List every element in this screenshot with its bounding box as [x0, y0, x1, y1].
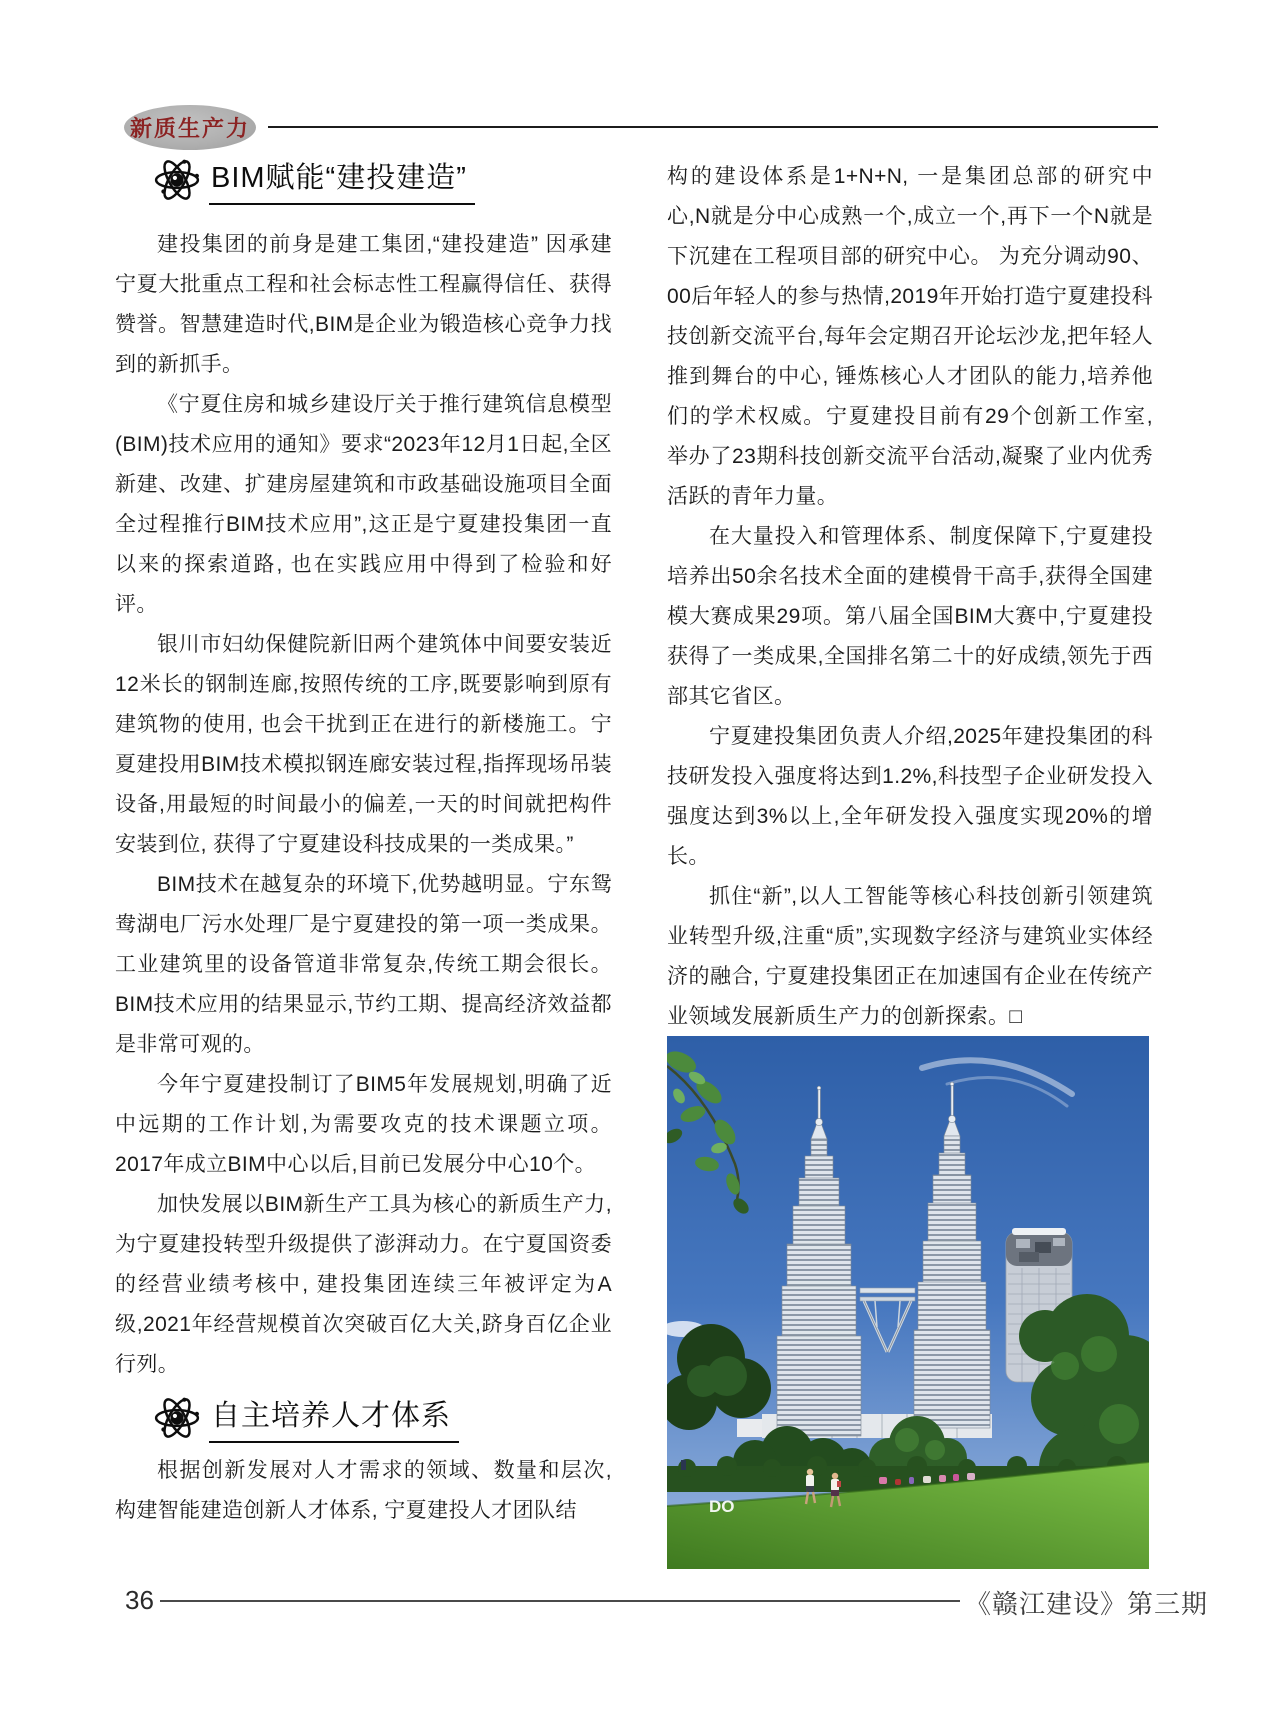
- paragraph: 在大量投入和管理体系、制度保障下,宁夏建投培养出50余名技术全面的建模骨干高手,获得全国建模大赛成果29项。第八届全国BIM大赛中,宁夏建投获得了一类成果,全国排名第二十的好成绩,领先于西部其它省区。: [667, 525, 1153, 708]
- page-number: 36: [125, 1585, 154, 1615]
- paragraph: 构的建设体系是1+N+N, 一是集团总部的研究中心,N就是分中心成熟一个,成立一个,再下一个N就是下沉建在工程项目部的研究中心。 为充分调动90、00后年轻人的参与热情,2019年开始打造宁夏建投科技创新交流平台,每年会定期召开论坛沙龙,把年轻人推到舞台的中心, 锤炼核心人才团队的能力,培养他们的学术权威。宁夏建投目前有29个创新工作室, 举办了23期科技创新交流平台活动,凝聚了业内优秀活跃的青年力量。: [667, 165, 1153, 508]
- column-badge: [124, 105, 256, 150]
- paragraph: 今年宁夏建投制订了BIM5年发展规划,明确了近中远期的工作计划,为需要攻克的技术课题立项。2017年成立BIM中心以后,目前已发展分中心10个。: [115, 1073, 612, 1176]
- atom-icon: [153, 1395, 201, 1441]
- badge-label: 新质生产力: [129, 116, 250, 141]
- paragraph: 银川市妇幼保健院新旧两个建筑体中间要安装近12米长的钢制连廊,按照传统的工序,既要影响到原有建筑物的使用, 也会干扰到正在进行的新楼施工。宁夏建投用BIM技术模拟钢连廊安装过程,指挥现场吊装设备,用最短的时间最小的偏差,一天的时间就把构件安装到位, 获得了宁夏建设科技成果的一类成果。”: [115, 633, 612, 856]
- header-rule: [268, 126, 1158, 128]
- paragraph: 加快发展以BIM新生产工具为核心的新质生产力,为宁夏建投转型升级提供了澎湃动力。在宁夏国资委的经营业绩考核中, 建投集团连续三年被评定为A级,2021年经营规模首次突破百亿大关,跻身百亿企业行列。: [115, 1193, 612, 1376]
- section-title-1: BIM赋能“建投建造”: [209, 155, 475, 205]
- petronas-towers-photo: [667, 1036, 1149, 1569]
- section-heading-2: [153, 1393, 612, 1443]
- paragraph: 抓住“新”,以人工智能等核心科技创新引领建筑业转型升级,注重“质”,实现数字经济与建筑业实体经济的融合, 宁夏建投集团正在加速国有企业在传统产业领域发展新质生产力的创新探索。□: [667, 885, 1153, 1028]
- footer-rule: [160, 1600, 960, 1602]
- paragraph: 《宁夏住房和城乡建设厅关于推行建筑信息模型(BIM)技术应用的通知》要求“2023年12月1日起,全区新建、改建、扩建房屋建筑和市政基础设施项目全面全过程推行BIM技术应用”,这正是宁夏建投集团一直以来的探索道路, 也在实践应用中得到了检验和好评。: [115, 393, 612, 616]
- paragraph: 宁夏建投集团负责人介绍,2025年建投集团的科技研发投入强度将达到1.2%,科技型子企业研发投入强度达到3%以上,全年研发投入强度实现20%的增长。: [667, 725, 1153, 868]
- section-heading-1: [153, 155, 612, 205]
- paragraph: BIM技术在越复杂的环境下,优势越明显。宁东鸳鸯湖电厂污水处理厂是宁夏建投的第一项一类成果。工业建筑里的设备管道非常复杂,传统工期会很长。BIM技术应用的结果显示,节约工期、提高经济效益都是非常可观的。: [115, 873, 612, 1056]
- paragraph: 建投集团的前身是建工集团,“建投建造” 因承建宁夏大批重点工程和社会标志性工程赢得信任、获得赞誉。智慧建造时代,BIM是企业为锻造核心竞争力找到的新抓手。: [115, 233, 612, 376]
- paragraph: 根据创新发展对人才需求的领域、数量和层次,构建智能建造创新人才体系, 宁夏建投人才团队结: [115, 1459, 612, 1522]
- right-column: [667, 157, 1153, 1037]
- section-title-2: 自主培养人才体系: [209, 1393, 459, 1443]
- white-letters: DO: [709, 1497, 735, 1516]
- atom-icon: [153, 157, 201, 203]
- journal-title: 《赣江建设》第三期: [965, 1589, 1209, 1619]
- left-column: [115, 155, 612, 1531]
